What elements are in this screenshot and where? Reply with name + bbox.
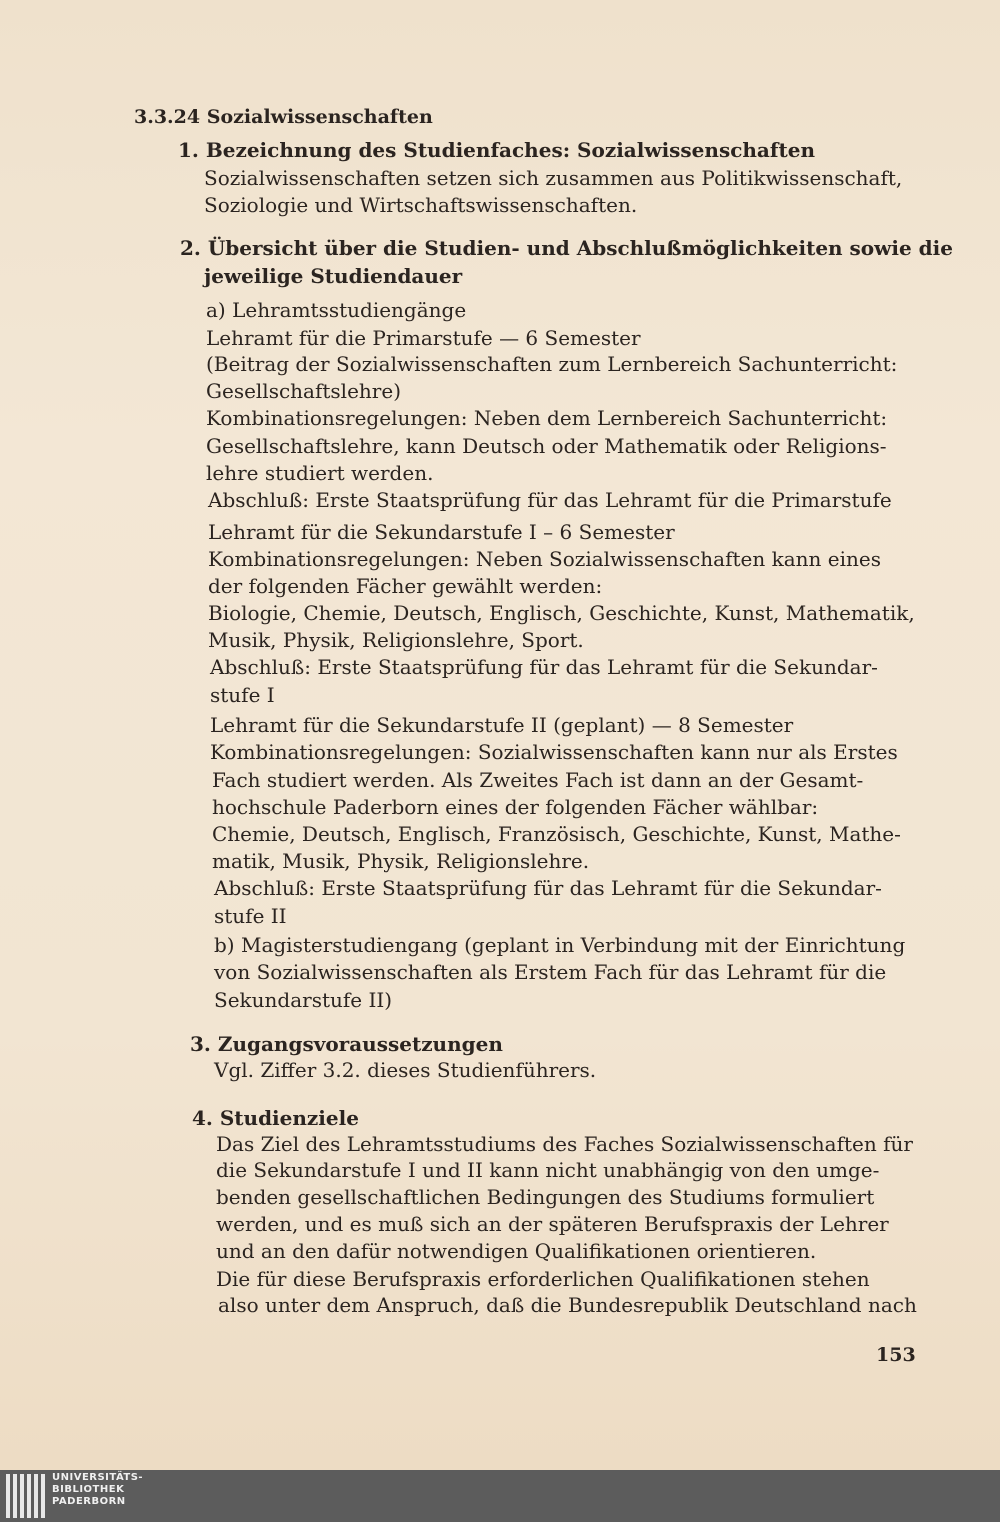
text-line: Fach studiert werden. Als Zweites Fach ist dann an der Gesamt- <box>212 768 864 792</box>
text-line: Lehramt für die Primarstufe — 6 Semester <box>206 326 641 350</box>
text-line: werden, und es muß sich an der späteren Berufspraxis der Lehrer <box>216 1212 889 1236</box>
text-line: stufe I <box>210 683 275 707</box>
text-line: Kombinationsregelungen: Neben Sozialwissenschaften kann eines <box>208 547 881 571</box>
text-line: der folgenden Fächer gewählt werden: <box>208 574 603 598</box>
text-line: matik, Musik, Physik, Religionslehre. <box>212 849 590 873</box>
library-logo-icon <box>6 1474 45 1518</box>
text-line: lehre studiert werden. <box>206 461 434 485</box>
logo-line: PADERBORN <box>52 1496 126 1507</box>
text-line: Kombinationsregelungen: Sozialwissenschaften kann nur als Erstes <box>210 740 898 764</box>
text-line: Abschluß: Erste Staatsprüfung für das Lehramt für die Sekundar- <box>210 655 878 679</box>
text-line: Die für diese Berufspraxis erforderlichen Qualifikationen stehen <box>216 1267 870 1291</box>
text-line: Chemie, Deutsch, Englisch, Französisch, Geschichte, Kunst, Mathe- <box>212 822 901 846</box>
text-line: Soziologie und Wirtschaftswissenschaften. <box>204 193 638 217</box>
text-line: Gesellschaftslehre) <box>206 379 401 403</box>
text-line: Lehramt für die Sekundarstufe I – 6 Semester <box>208 520 675 544</box>
text-line: benden gesellschaftlichen Bedingungen des Studiums formuliert <box>216 1185 875 1209</box>
page-number: 153 <box>876 1344 916 1366</box>
text-line: Gesellschaftslehre, kann Deutsch oder Mathematik oder Religions- <box>206 434 887 458</box>
text-line: Musik, Physik, Religionslehre, Sport. <box>208 628 584 652</box>
logo-line: UNIVERSITÄTS- <box>52 1472 144 1483</box>
text-line: die Sekundarstufe I und II kann nicht unabhängig von den umge- <box>216 1158 880 1182</box>
text-line: b) Magisterstudiengang (geplant in Verbindung mit der Einrichtung <box>214 933 906 957</box>
text-line: Lehramt für die Sekundarstufe II (geplant) — 8 Semester <box>210 713 794 737</box>
library-logo-text <box>52 1472 143 1508</box>
logo-line: BIBLIOTHEK <box>52 1484 125 1495</box>
section-heading: 3.3.24 Sozialwissenschaften <box>134 106 433 128</box>
text-line: Vgl. Ziffer 3.2. dieses Studienführers. <box>214 1058 597 1082</box>
text-line: Kombinationsregelungen: Neben dem Lernbereich Sachunterricht: <box>206 406 888 430</box>
text-line: (Beitrag der Sozialwissenschaften zum Lernbereich Sachunterricht: <box>206 352 898 376</box>
text-line: 2. Übersicht über die Studien- und Abschlußmöglichkeiten sowie die <box>180 236 953 260</box>
text-line: stufe II <box>214 904 287 928</box>
text-line: hochschule Paderborn eines der folgenden Fächer wählbar: <box>212 795 819 819</box>
text-line: 4. Studienziele <box>192 1106 359 1130</box>
text-line: von Sozialwissenschaften als Erstem Fach für das Lehramt für die <box>214 960 887 984</box>
text-line: Sozialwissenschaften setzen sich zusammen aus Politikwissenschaft, <box>204 166 903 190</box>
text-line: und an den dafür notwendigen Qualifikationen orientieren. <box>216 1239 817 1263</box>
text-line: 3. Zugangsvoraussetzungen <box>190 1032 503 1056</box>
text-line: jeweilige Studiendauer <box>204 264 463 288</box>
text-line: Biologie, Chemie, Deutsch, Englisch, Geschichte, Kunst, Mathematik, <box>208 601 915 625</box>
text-line: Abschluß: Erste Staatsprüfung für das Lehramt für die Primarstufe <box>208 488 892 512</box>
text-line: 1. Bezeichnung des Studienfaches: Sozialwissenschaften <box>178 138 815 162</box>
text-line: Abschluß: Erste Staatsprüfung für das Lehramt für die Sekundar- <box>214 876 882 900</box>
text-line: a) Lehramtsstudiengänge <box>206 298 467 322</box>
text-line: also unter dem Anspruch, daß die Bundesrepublik Deutschland nach <box>218 1293 917 1317</box>
text-line: Sekundarstufe II) <box>214 988 393 1012</box>
library-footer-bar <box>0 1470 1000 1522</box>
text-line: Das Ziel des Lehramtsstudiums des Faches Sozialwissenschaften für <box>216 1132 913 1156</box>
